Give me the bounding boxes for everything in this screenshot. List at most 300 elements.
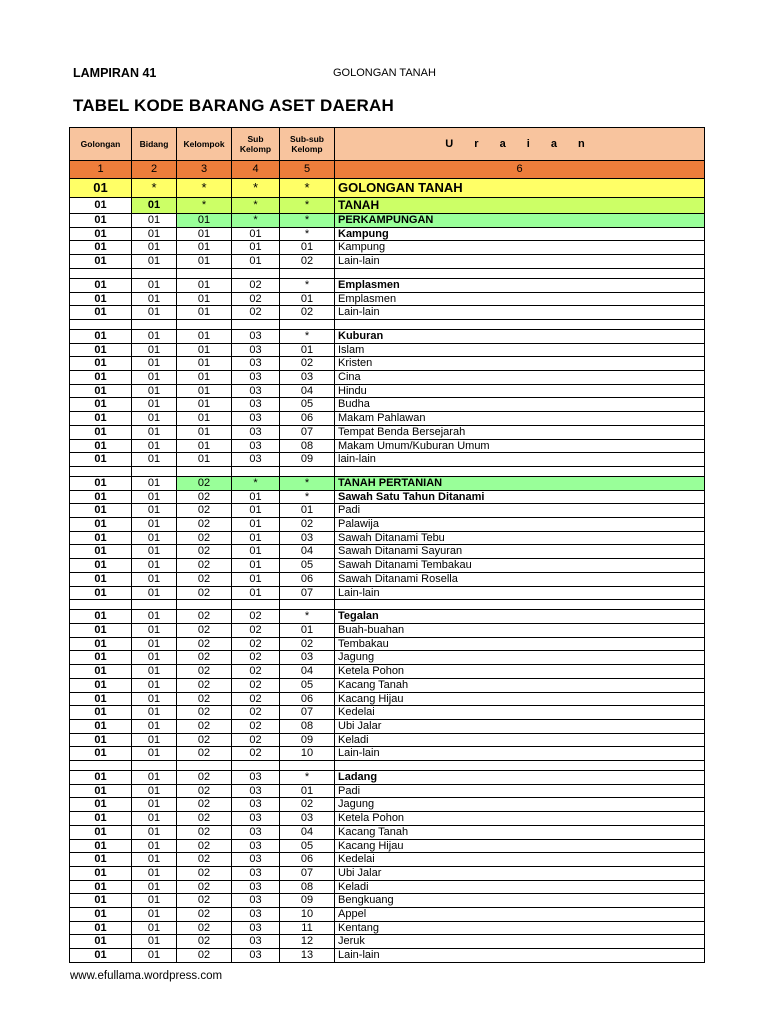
cell-code: * (232, 476, 280, 490)
cell-uraian: Ubi Jalar (335, 719, 705, 733)
cell-uraian: Keladi (335, 733, 705, 747)
cell-code: 01 (70, 559, 132, 573)
cell-code: 01 (132, 384, 177, 398)
cell-code: 01 (232, 559, 280, 573)
cell-code: 03 (232, 784, 280, 798)
cell-code: 01 (132, 637, 177, 651)
cell-code: 01 (232, 545, 280, 559)
cell-uraian: Padi (335, 504, 705, 518)
cell-code: 02 (177, 812, 232, 826)
cell-uraian: Jagung (335, 651, 705, 665)
cell-code: 03 (232, 894, 280, 908)
cell-code: 01 (280, 623, 335, 637)
cell-code: 03 (232, 825, 280, 839)
cell-code: 05 (280, 559, 335, 573)
cell-uraian: Lain-lain (335, 949, 705, 963)
cell-code: 02 (232, 747, 280, 761)
table-row (70, 476, 705, 490)
cell-code: 01 (132, 935, 177, 949)
cell-code: 02 (177, 733, 232, 747)
cell-code: 01 (70, 747, 132, 761)
cell-uraian: PERKAMPUNGAN (335, 214, 705, 228)
cell-code: 07 (280, 866, 335, 880)
cell-uraian: TANAH (335, 198, 705, 214)
cell-uraian: Kedelai (335, 853, 705, 867)
table-row (70, 227, 705, 241)
cell-code: 01 (70, 278, 132, 292)
cell-uraian: Ubi Jalar (335, 866, 705, 880)
cell-code: 01 (70, 665, 132, 679)
cell-code (70, 761, 132, 771)
col-header-golongan: Golongan (70, 128, 132, 161)
cell-code: 01 (177, 453, 232, 467)
cell-code: 01 (132, 747, 177, 761)
cell-code: 01 (132, 623, 177, 637)
cell-code (177, 319, 232, 329)
cell-code: 01 (70, 880, 132, 894)
cell-code: 02 (177, 623, 232, 637)
table-row (70, 921, 705, 935)
cell-code: 01 (132, 853, 177, 867)
cell-code: 01 (70, 719, 132, 733)
cell-code: 01 (70, 935, 132, 949)
cell-uraian: Islam (335, 343, 705, 357)
table-row (70, 880, 705, 894)
cell-code: * (177, 198, 232, 214)
col-header-kelompok: Kelompok (177, 128, 232, 161)
page-title: TABEL KODE BARANG ASET DAERAH (73, 96, 394, 115)
cell-code (132, 268, 177, 278)
cell-code: 01 (132, 504, 177, 518)
cell-code: 03 (232, 357, 280, 371)
cell-code: 01 (280, 241, 335, 255)
table-row (70, 853, 705, 867)
table-row (70, 665, 705, 679)
cell-code: 02 (177, 545, 232, 559)
cell-code: 01 (70, 227, 132, 241)
cell-code: 01 (132, 880, 177, 894)
cell-code: 01 (177, 412, 232, 426)
cell-code: 01 (177, 384, 232, 398)
cell-uraian: Ketela Pohon (335, 665, 705, 679)
cell-code: * (232, 179, 280, 198)
cell-code: 03 (232, 384, 280, 398)
cell-code: 02 (177, 798, 232, 812)
cell-code (70, 600, 132, 610)
cell-uraian: Buah-buahan (335, 623, 705, 637)
table-row (70, 559, 705, 573)
cell-uraian: Hindu (335, 384, 705, 398)
cell-code: 06 (280, 853, 335, 867)
col-number: 1 (70, 161, 132, 179)
table-row (70, 949, 705, 963)
table-row (70, 623, 705, 637)
cell-code: 01 (132, 398, 177, 412)
cell-code: 07 (280, 425, 335, 439)
cell-code: 01 (132, 825, 177, 839)
cell-code: 01 (70, 866, 132, 880)
cell-code: 01 (132, 292, 177, 306)
cell-code: 03 (232, 908, 280, 922)
cell-code: 03 (232, 329, 280, 343)
col-header-bidang: Bidang (132, 128, 177, 161)
cell-code: * (280, 227, 335, 241)
col-header-sub-kelomp: Sub Kelomp (232, 128, 280, 161)
cell-code: 01 (132, 949, 177, 963)
cell-code: 01 (132, 665, 177, 679)
cell-code: 02 (177, 908, 232, 922)
col-header-sub-sub-kelomp: Sub-sub Kelomp (280, 128, 335, 161)
blank-row (70, 761, 705, 771)
cell-code: 02 (177, 531, 232, 545)
cell-uraian: Makam Pahlawan (335, 412, 705, 426)
cell-code: 04 (280, 384, 335, 398)
blank-row (70, 319, 705, 329)
cell-code: 03 (280, 651, 335, 665)
cell-uraian: Kentang (335, 921, 705, 935)
cell-code: 02 (232, 678, 280, 692)
table-row (70, 678, 705, 692)
table-row (70, 637, 705, 651)
cell-uraian: Tegalan (335, 610, 705, 624)
cell-code: 05 (280, 839, 335, 853)
cell-code: 01 (232, 531, 280, 545)
cell-code: 01 (132, 227, 177, 241)
cell-code: 01 (70, 586, 132, 600)
cell-code: 02 (232, 733, 280, 747)
cell-code: 01 (177, 425, 232, 439)
cell-code: 01 (132, 371, 177, 385)
cell-code: 01 (70, 771, 132, 785)
cell-code (177, 761, 232, 771)
table-row (70, 439, 705, 453)
cell-code: * (232, 198, 280, 214)
cell-code: * (280, 214, 335, 228)
cell-code: 01 (132, 198, 177, 214)
table-row (70, 343, 705, 357)
table-row (70, 610, 705, 624)
cell-code: 05 (280, 398, 335, 412)
table-row (70, 425, 705, 439)
cell-uraian: Cina (335, 371, 705, 385)
col-number: 4 (232, 161, 280, 179)
cell-uraian (335, 466, 705, 476)
table-row (70, 798, 705, 812)
cell-code: 06 (280, 572, 335, 586)
cell-code: 02 (177, 866, 232, 880)
cell-code: 02 (232, 637, 280, 651)
cell-code: 02 (280, 357, 335, 371)
cell-code: 03 (232, 935, 280, 949)
cell-code: 01 (280, 504, 335, 518)
col-number: 3 (177, 161, 232, 179)
cell-code: * (232, 214, 280, 228)
cell-code: 01 (177, 357, 232, 371)
cell-code: 02 (177, 747, 232, 761)
cell-code: 01 (132, 545, 177, 559)
cell-code: 02 (177, 784, 232, 798)
cell-code: 03 (280, 371, 335, 385)
cell-uraian (335, 600, 705, 610)
cell-code: 01 (70, 572, 132, 586)
cell-code: 11 (280, 921, 335, 935)
cell-uraian: Ketela Pohon (335, 812, 705, 826)
cell-code (232, 268, 280, 278)
cell-code: 02 (177, 706, 232, 720)
cell-uraian: Ladang (335, 771, 705, 785)
cell-code: 01 (132, 798, 177, 812)
cell-code: 02 (177, 476, 232, 490)
cell-code: 01 (132, 866, 177, 880)
cell-code: 03 (232, 880, 280, 894)
table-row (70, 504, 705, 518)
cell-code: 01 (70, 692, 132, 706)
col-number: 6 (335, 161, 705, 179)
cell-code: 01 (132, 719, 177, 733)
cell-code: 08 (280, 719, 335, 733)
cell-code: 02 (177, 825, 232, 839)
cell-code: 06 (280, 412, 335, 426)
cell-code: 01 (132, 278, 177, 292)
table-row (70, 371, 705, 385)
cell-code: 02 (177, 610, 232, 624)
cell-uraian: Padi (335, 784, 705, 798)
cell-code: 01 (132, 678, 177, 692)
cell-code: 01 (232, 572, 280, 586)
table-row (70, 935, 705, 949)
cell-code: 10 (280, 747, 335, 761)
cell-code (132, 466, 177, 476)
table-row (70, 518, 705, 532)
cell-code (177, 600, 232, 610)
table-row (70, 692, 705, 706)
cell-code: 10 (280, 908, 335, 922)
cell-code: 01 (70, 343, 132, 357)
cell-code: 01 (177, 306, 232, 320)
cell-code: 01 (132, 572, 177, 586)
cell-code: 01 (177, 371, 232, 385)
cell-code (232, 466, 280, 476)
cell-uraian: Keladi (335, 880, 705, 894)
cell-code: 01 (232, 241, 280, 255)
table-row (70, 198, 705, 214)
cell-code: 01 (177, 241, 232, 255)
cell-code (232, 319, 280, 329)
cell-code: 01 (70, 545, 132, 559)
cell-uraian: Sawah Ditanami Sayuran (335, 545, 705, 559)
cell-code: 01 (132, 839, 177, 853)
cell-code: 03 (232, 371, 280, 385)
cell-code: 01 (232, 490, 280, 504)
cell-uraian: Sawah Ditanami Tembakau (335, 559, 705, 573)
table-row (70, 784, 705, 798)
cell-code: 08 (280, 880, 335, 894)
cell-code (280, 600, 335, 610)
cell-uraian: Tembakau (335, 637, 705, 651)
cell-uraian: Kedelai (335, 706, 705, 720)
cell-code (132, 761, 177, 771)
cell-uraian: Kampung (335, 227, 705, 241)
table-row (70, 586, 705, 600)
cell-code: 01 (70, 610, 132, 624)
cell-code: 01 (70, 306, 132, 320)
cell-uraian: Palawija (335, 518, 705, 532)
cell-code: 01 (70, 784, 132, 798)
cell-code (280, 319, 335, 329)
table-row (70, 572, 705, 586)
cell-code: 01 (70, 623, 132, 637)
cell-code (70, 319, 132, 329)
cell-code: * (280, 476, 335, 490)
cell-code: 07 (280, 586, 335, 600)
cell-code: 01 (232, 227, 280, 241)
col-header-uraian: U r a i a n (335, 128, 705, 161)
cell-code: 02 (177, 921, 232, 935)
cell-uraian: Kacang Tanah (335, 825, 705, 839)
cell-uraian: Bengkuang (335, 894, 705, 908)
cell-code: 02 (232, 292, 280, 306)
cell-code: 02 (232, 623, 280, 637)
cell-code: 01 (70, 384, 132, 398)
cell-code: 02 (177, 518, 232, 532)
cell-code: 01 (70, 329, 132, 343)
table-row (70, 812, 705, 826)
cell-code: 01 (70, 425, 132, 439)
cell-code: 01 (70, 825, 132, 839)
blank-row (70, 268, 705, 278)
cell-code: * (280, 278, 335, 292)
cell-code: 02 (232, 651, 280, 665)
cell-code: 01 (70, 706, 132, 720)
cell-code: 09 (280, 453, 335, 467)
cell-code: 01 (132, 586, 177, 600)
cell-code: 01 (132, 214, 177, 228)
cell-code: 09 (280, 733, 335, 747)
cell-code: * (280, 610, 335, 624)
cell-code: 01 (177, 329, 232, 343)
table-row (70, 453, 705, 467)
cell-code: 03 (280, 812, 335, 826)
cell-code: 01 (132, 518, 177, 532)
cell-code: * (177, 179, 232, 198)
cell-code: 01 (70, 637, 132, 651)
cell-code (70, 466, 132, 476)
cell-code: 01 (70, 357, 132, 371)
cell-code: 03 (232, 412, 280, 426)
cell-code: 01 (70, 476, 132, 490)
cell-code (177, 466, 232, 476)
table-row (70, 545, 705, 559)
table-row (70, 490, 705, 504)
cell-code: 01 (132, 241, 177, 255)
cell-code: 01 (177, 292, 232, 306)
table-row (70, 771, 705, 785)
cell-code: 01 (132, 784, 177, 798)
cell-code: 01 (70, 453, 132, 467)
cell-code: 01 (70, 412, 132, 426)
cell-code: 01 (132, 894, 177, 908)
cell-code (132, 319, 177, 329)
cell-code: 01 (132, 490, 177, 504)
table-row (70, 651, 705, 665)
cell-code: 01 (70, 908, 132, 922)
cell-uraian: Kacang Tanah (335, 678, 705, 692)
cell-uraian: Jeruk (335, 935, 705, 949)
cell-code: 01 (280, 784, 335, 798)
cell-code: 03 (232, 439, 280, 453)
cell-code: 01 (177, 343, 232, 357)
cell-code: 01 (132, 812, 177, 826)
cell-code: 01 (70, 812, 132, 826)
cell-code: 01 (70, 853, 132, 867)
cell-code: 01 (232, 518, 280, 532)
cell-code: 02 (177, 839, 232, 853)
cell-code: 01 (132, 908, 177, 922)
cell-code: 04 (280, 825, 335, 839)
table-row (70, 531, 705, 545)
cell-code: 01 (177, 439, 232, 453)
cell-code: 04 (280, 665, 335, 679)
cell-code: 01 (132, 357, 177, 371)
table-row (70, 214, 705, 228)
cell-code: 01 (70, 198, 132, 214)
cell-code: 03 (232, 425, 280, 439)
cell-code: 02 (280, 255, 335, 269)
cell-code: 01 (132, 453, 177, 467)
cell-code: 03 (232, 798, 280, 812)
cell-code: 02 (177, 637, 232, 651)
blank-row (70, 600, 705, 610)
col-number: 5 (280, 161, 335, 179)
cell-code: 01 (70, 241, 132, 255)
header-row (70, 128, 705, 161)
cell-code: 01 (70, 490, 132, 504)
table-body (70, 179, 705, 963)
footer-url: www.efullama.wordpress.com (70, 970, 223, 982)
cell-code: 02 (280, 637, 335, 651)
cell-code: 01 (70, 504, 132, 518)
cell-uraian: TANAH PERTANIAN (335, 476, 705, 490)
cell-code (177, 268, 232, 278)
cell-code: 02 (177, 935, 232, 949)
cell-uraian: Jagung (335, 798, 705, 812)
table-row (70, 866, 705, 880)
cell-code: 02 (232, 692, 280, 706)
cell-code: 01 (177, 398, 232, 412)
table-row (70, 412, 705, 426)
cell-uraian: Kuburan (335, 329, 705, 343)
cell-code: 08 (280, 439, 335, 453)
kode-barang-table (69, 127, 705, 963)
cell-code: 01 (177, 214, 232, 228)
cell-code: 01 (70, 733, 132, 747)
cell-code: 01 (132, 921, 177, 935)
cell-code: 02 (177, 651, 232, 665)
cell-uraian: Lain-lain (335, 306, 705, 320)
cell-code: 01 (132, 306, 177, 320)
cell-uraian: Emplasmen (335, 278, 705, 292)
table-row (70, 306, 705, 320)
cell-code: 02 (177, 719, 232, 733)
cell-code: * (132, 179, 177, 198)
cell-uraian: Makam Umum/Kuburan Umum (335, 439, 705, 453)
cell-code: 01 (132, 692, 177, 706)
cell-code: 01 (232, 255, 280, 269)
table-row (70, 839, 705, 853)
cell-uraian: Sawah Ditanami Rosella (335, 572, 705, 586)
cell-code: 01 (70, 292, 132, 306)
cell-code: 01 (280, 343, 335, 357)
